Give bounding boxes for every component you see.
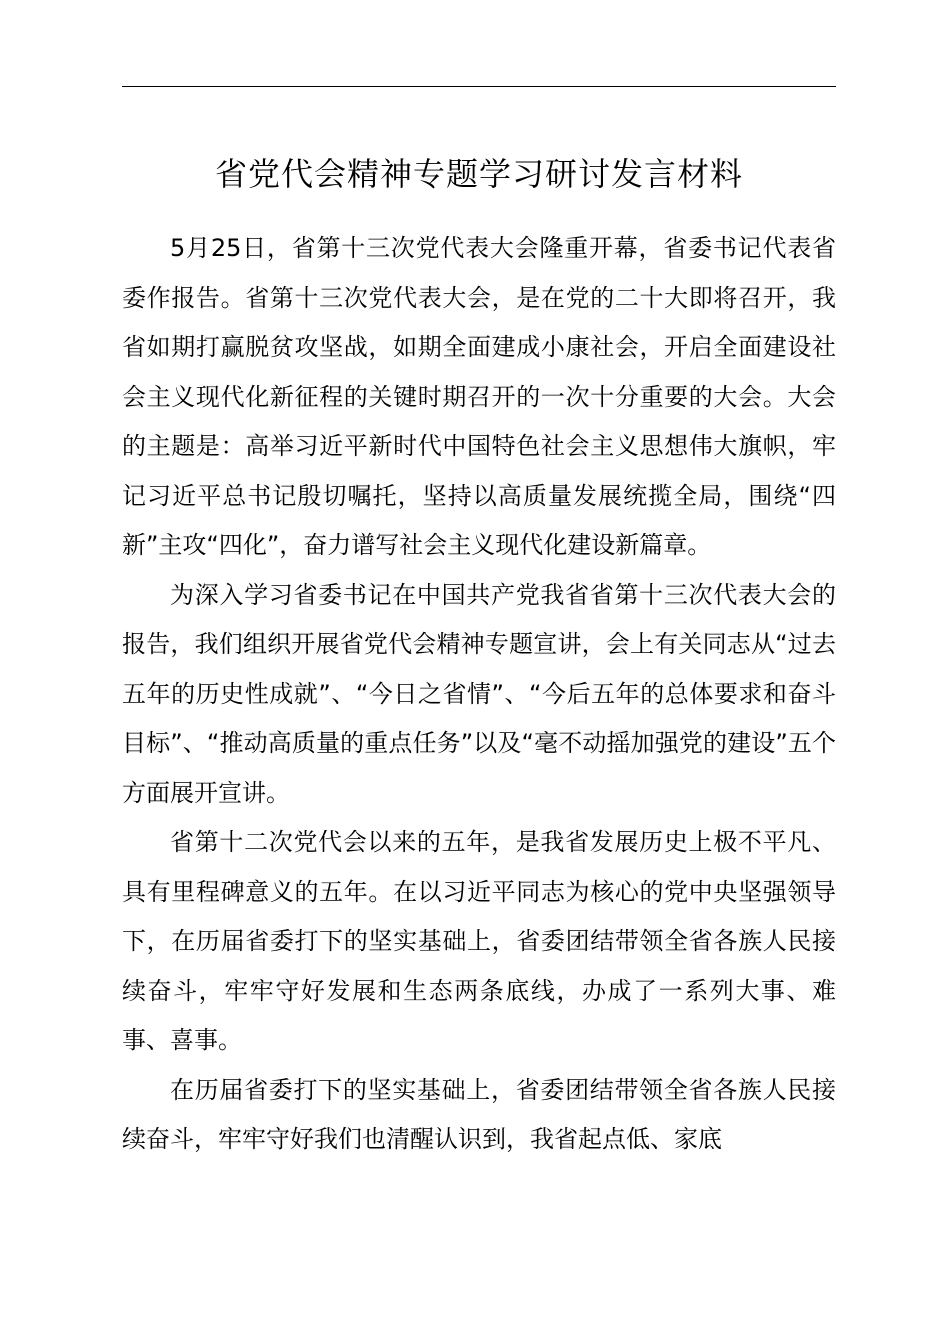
document-title: 省党代会精神专题学习研讨发言材料: [214, 155, 743, 193]
header-rule: [122, 86, 836, 87]
paragraph-3: 省第十二次党代会以来的五年，是我省发展历史上极不平凡、具有里程碑意义的五年。在以习近平同志为核心的党中央坚强领导下，在历届省委打下的坚实基础上，省委团结带领全省各族人民接续奋斗，牢牢守好发展和生态两条底线，办成了一系列大事、难事、喜事。: [122, 828, 836, 1054]
paragraph-4: 在历届省委打下的坚实基础上，省委团结带领全省各族人民接续奋斗，牢牢守好我们也清醒认识到，我省起点低、家底: [122, 1075, 836, 1153]
paragraph-2: 为深入学习省委书记在中国共产党我省省第十三次代表大会的报告，我们组织开展省党代会精神专题宣讲，会上有关同志从“过去五年的历史性成就”、“今日之省情”、“今后五年的总体要求和奋斗目标”、“推动高质量的重点任务”以及“毫不动摇加强党的建设”五个方面展开宣讲。: [122, 580, 836, 807]
paragraph-1: 5月25日，省第十三次党代表大会隆重开幕，省委书记代表省委作报告。省第十三次党代表大会，是在党的二十大即将召开，我省如期打赢脱贫攻坚战，如期全面建成小康社会，开启全面建设社会主义现代化新征程的关键时期召开的一次十分重要的大会。大会的主题是：高举习近平新时代中国特色社会主义思想伟大旗帜，牢记习近平总书记殷切嘱托，坚持以高质量发展统揽全局，围绕“四新”主攻“四化”，奋力谱写社会主义现代化建设新篇章。: [122, 234, 836, 559]
document-body: [122, 224, 836, 1165]
